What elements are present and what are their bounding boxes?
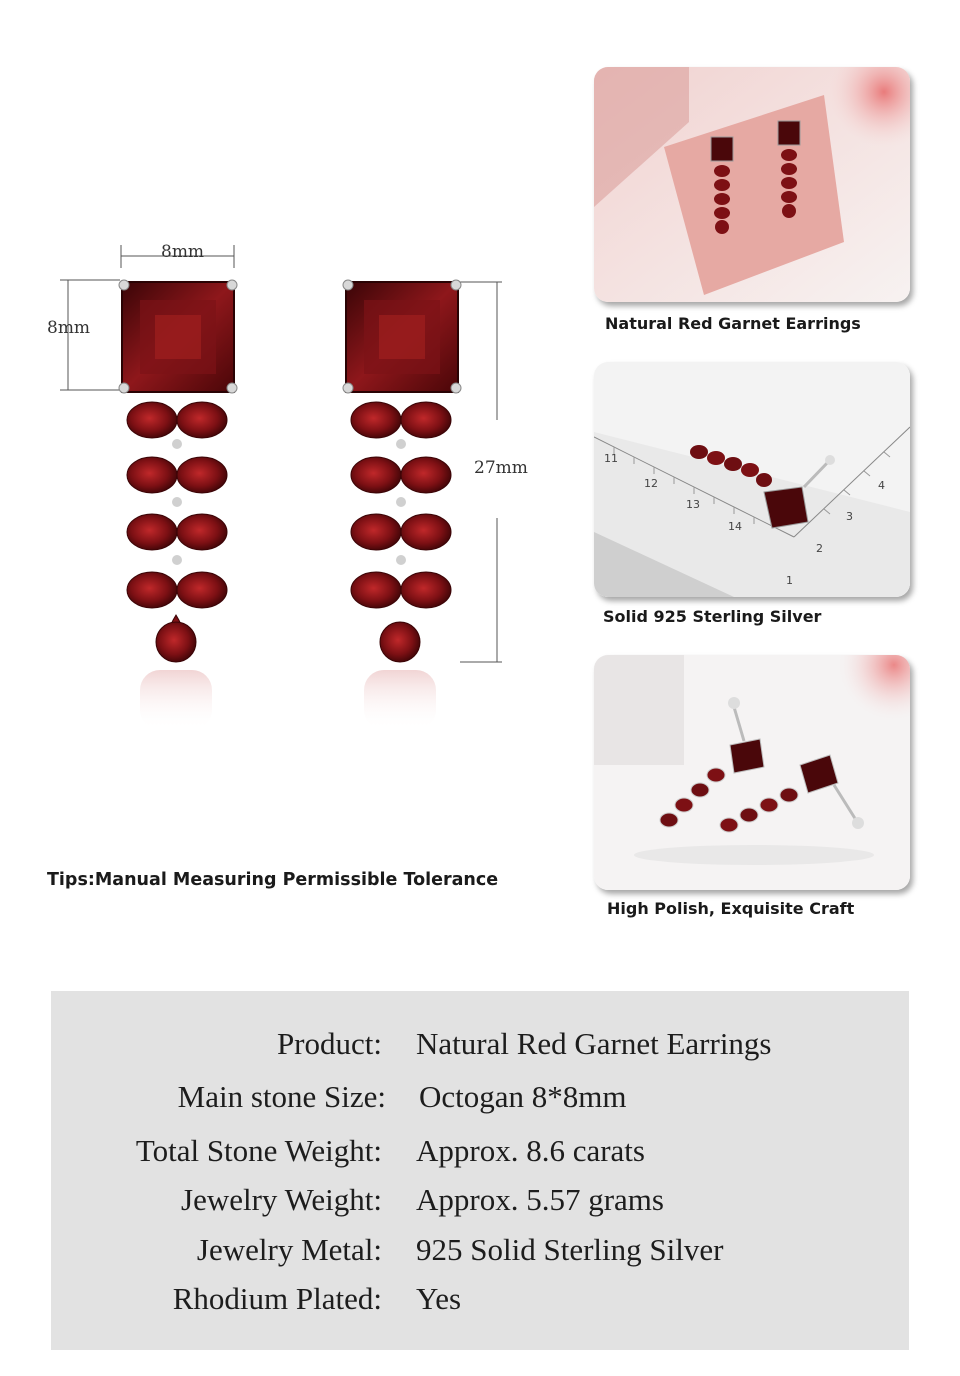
spec-row-rhodium-plated [51, 1281, 909, 1321]
specifications-panel [51, 991, 909, 1350]
card-caption-garnet-earrings: Natural Red Garnet Earrings [605, 314, 861, 333]
spec-value: 925 Solid Sterling Silver [416, 1232, 724, 1267]
earring-illustration [40, 230, 540, 750]
right-earring [343, 280, 461, 730]
spec-row-product [51, 1026, 909, 1066]
card-caption-sterling-silver: Solid 925 Sterling Silver [603, 607, 822, 626]
spec-row-jewelry-metal [51, 1232, 909, 1272]
photo-card-pink [594, 67, 910, 302]
ruler-number-4: 4 [878, 479, 885, 492]
spec-row-main-stone-size [51, 1079, 909, 1119]
height-dimension-label: 8mm [47, 318, 91, 338]
spec-label: Product: [276, 1026, 382, 1061]
card-caption-high-polish: High Polish, Exquisite Craft [607, 899, 855, 918]
spec-row-jewelry-weight [51, 1182, 909, 1222]
ruler-number-12: 12 [644, 477, 658, 490]
width-dimension-label: 8mm [161, 242, 205, 262]
earrings-drawing [40, 230, 540, 750]
spec-label: Main stone Size: [177, 1079, 386, 1114]
ruler-number-2: 2 [816, 542, 823, 555]
spec-row-total-stone-weight [51, 1133, 909, 1173]
length-dimension-label: 27mm [474, 458, 528, 478]
photo-card-craft [594, 655, 910, 890]
spec-label: Rhodium Plated: [172, 1281, 382, 1316]
spec-value: Approx. 5.57 grams [416, 1182, 664, 1217]
spec-value: Yes [416, 1281, 462, 1316]
ruler-number-1: 1 [786, 574, 793, 587]
ruler-number-11: 11 [604, 452, 618, 465]
garnet-earrings-photo [594, 67, 910, 302]
spec-label: Total Stone Weight: [135, 1133, 382, 1168]
measuring-ruler-photo [594, 362, 910, 597]
polished-earrings-photo [594, 655, 910, 890]
ruler-number-3: 3 [846, 510, 853, 523]
tips-note: Tips:Manual Measuring Permissible Tolerance [47, 870, 499, 890]
left-earring [119, 280, 237, 730]
spec-label: Jewelry Metal: [196, 1232, 382, 1267]
ruler-number-14: 14 [728, 520, 742, 533]
spec-value: Approx. 8.6 carats [416, 1133, 645, 1168]
photo-card-ruler [594, 362, 910, 597]
spec-label: Jewelry Weight: [181, 1182, 382, 1217]
spec-value: Natural Red Garnet Earrings [416, 1026, 772, 1061]
ruler-number-13: 13 [686, 498, 700, 511]
spec-value: Octogan 8*8mm [419, 1079, 627, 1114]
